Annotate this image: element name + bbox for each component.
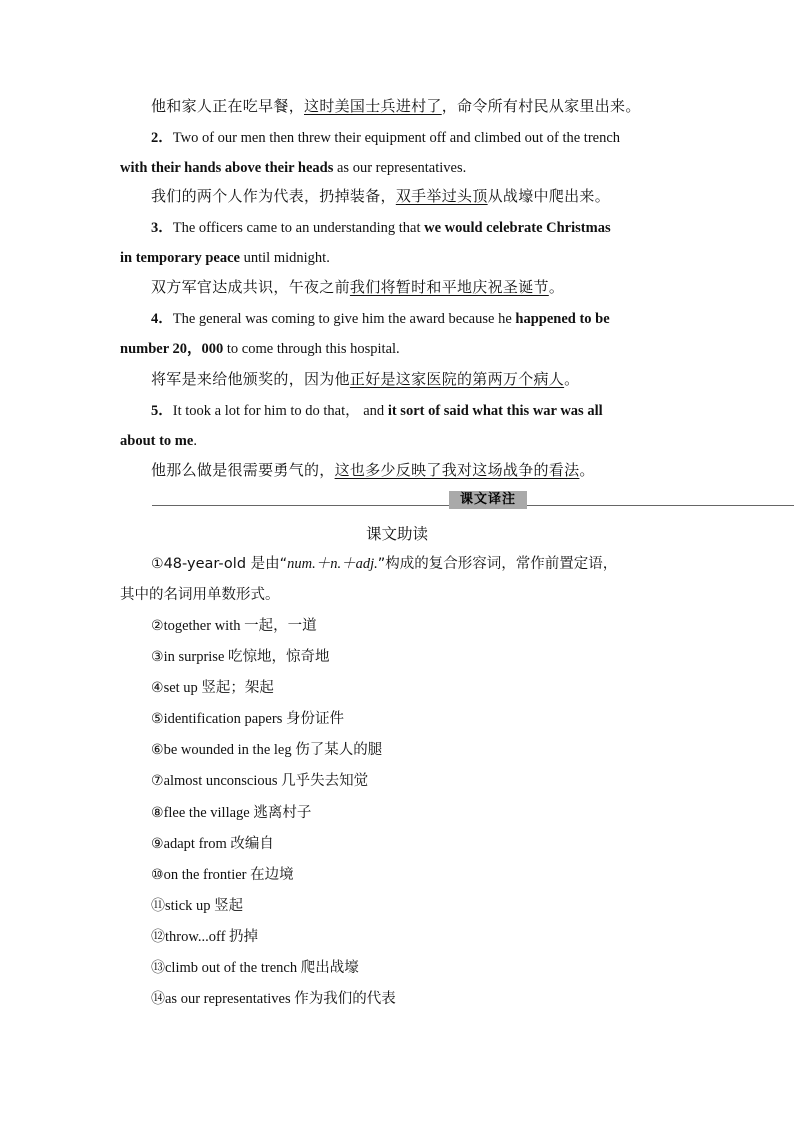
key-phrase: we would celebrate Christmas — [424, 220, 611, 236]
note-phrase: as our representatives — [165, 991, 295, 1007]
note-phrase: on the frontier — [163, 867, 251, 883]
note-meaning: 吃惊地，惊奇地 — [228, 649, 330, 665]
note-phrase: stick up — [165, 898, 215, 914]
translation-text: 从战壕中爬出来。 — [487, 187, 611, 205]
sentence-text: until midnight. — [240, 250, 330, 266]
note-marker: ⑨ — [151, 836, 164, 852]
item1-translation — [151, 96, 674, 116]
note-item — [151, 896, 243, 916]
translation-text: 将军是来给他颁奖的，因为他 — [151, 370, 350, 388]
note-marker: ④ — [151, 680, 164, 696]
note-meaning: 身份证件 — [285, 711, 344, 727]
translation-highlight: 正好是这家医院的第两万个病人 — [349, 370, 565, 388]
note-phrase: together with — [163, 618, 245, 634]
note-item — [151, 927, 258, 947]
note-item — [151, 678, 274, 698]
key-phrase: in temporary peace — [120, 250, 240, 266]
translation-text: 我们的两个人作为代表，扔掉装备， — [151, 187, 396, 205]
note-marker: ⑭ — [151, 991, 165, 1007]
note-meaning: 改编自 — [230, 836, 274, 852]
note-item — [151, 803, 311, 823]
sentence-text: It took a lot for him to do that， and — [172, 403, 388, 419]
note-marker: ⑬ — [151, 960, 165, 976]
note-meaning: 竖起 — [214, 898, 244, 914]
item5-sentence-line2 — [120, 431, 674, 451]
note-meaning: 在边境 — [250, 867, 294, 883]
note-marker: ① — [151, 556, 164, 572]
item5-translation — [151, 460, 674, 480]
sentence-text: to come through this hospital. — [223, 341, 400, 357]
note-item — [151, 554, 617, 574]
translation-highlight: 我们将暂时和平地庆祝圣诞节 — [349, 278, 549, 296]
note-marker: ⑥ — [151, 742, 164, 758]
translation-text: 双方军官达成共识，午夜之前 — [151, 278, 350, 296]
translation-text: 。 — [564, 370, 580, 388]
note-item — [151, 958, 359, 978]
item-number: 2． — [151, 130, 173, 146]
note-item — [151, 709, 344, 729]
item4-sentence-line2 — [120, 339, 674, 359]
note-phrase: throw...off — [165, 929, 230, 945]
key-phrase: about to me — [120, 433, 194, 449]
section-subtitle: 课文助读 — [365, 525, 428, 543]
sentence-text: as our representatives. — [333, 160, 467, 176]
note-text: 48-year-old 是由“ — [163, 556, 288, 572]
item2-sentence-line2 — [120, 158, 674, 178]
translation-text: 他和家人正在吃早餐， — [151, 97, 305, 115]
item-number: 5． — [151, 403, 173, 419]
note-meaning: 几乎失去知觉 — [281, 773, 369, 789]
note-item — [151, 834, 274, 854]
item2-sentence-line1 — [151, 128, 674, 148]
note-meaning: 伤了某人的腿 — [295, 742, 383, 758]
note-phrase: be wounded in the leg — [163, 742, 296, 758]
note-phrase: flee the village — [163, 805, 254, 821]
item5-sentence-line1 — [151, 401, 674, 421]
note-marker: ⑧ — [151, 805, 164, 821]
note-item — [151, 989, 396, 1009]
note-phrase: almost unconscious — [163, 773, 282, 789]
note-phrase: climb out of the trench — [165, 960, 301, 976]
translation-text: 。 — [579, 461, 595, 479]
note-marker: ③ — [151, 649, 164, 665]
note-meaning: 爬出战壕 — [300, 960, 359, 976]
translation-highlight: 双手举过头顶 — [395, 187, 488, 205]
sentence-text: The general was coming to give him the award because he — [172, 311, 516, 327]
note-phrase: in surprise — [163, 649, 228, 665]
note-phrase: set up — [163, 680, 202, 696]
note-meaning: 一起，一道 — [244, 618, 317, 634]
translation-text: 他那么做是很需要勇气的， — [151, 461, 335, 479]
key-phrase: it sort of said what this war was all — [387, 403, 603, 419]
key-phrase: happened to be — [515, 311, 610, 327]
note-phrase: adapt from — [163, 836, 231, 852]
note-item — [151, 647, 330, 667]
translation-highlight: 这也多少反映了我对这场战争的看法 — [334, 461, 580, 479]
item3-sentence-line2 — [120, 248, 674, 268]
note-text: ”构成的复合形容词，常作前置定语， — [377, 556, 618, 572]
item2-translation — [151, 186, 674, 206]
note-meaning: 扔掉 — [229, 929, 259, 945]
note-marker: ⑦ — [151, 773, 164, 789]
note-item — [151, 771, 368, 791]
note-item-continuation: 其中的名词用单数形式。 — [120, 587, 280, 603]
item3-translation — [151, 277, 674, 297]
item-number: 3． — [151, 220, 173, 236]
note-meaning: 竖起；架起 — [201, 680, 274, 696]
translation-text: 。 — [548, 278, 565, 296]
translation-text: ，命令所有村民从家里出来。 — [441, 97, 641, 115]
item-number: 4． — [151, 311, 173, 327]
note-item — [151, 616, 317, 636]
sentence-text: Two of our men then threw their equipment off and climbed out of the trench — [172, 130, 621, 146]
note-item — [151, 740, 382, 760]
item4-translation — [151, 369, 674, 389]
note-phrase: identification papers — [163, 711, 286, 727]
note-item — [151, 865, 294, 885]
section-tag: 课文译注 — [449, 491, 527, 509]
translation-highlight: 这时美国士兵进村了 — [304, 97, 442, 115]
note-marker: ② — [151, 618, 164, 634]
note-meaning: 作为我们的代表 — [294, 991, 396, 1007]
sentence-text: . — [193, 433, 197, 449]
note-marker: ⑪ — [151, 898, 165, 914]
note-marker: ⑫ — [151, 929, 165, 945]
note-formula: num.＋n.＋adj. — [287, 556, 378, 572]
key-phrase: number 20，000 — [120, 341, 224, 357]
item4-sentence-line1 — [151, 309, 674, 329]
note-marker: ⑩ — [151, 867, 164, 883]
sentence-text: The officers came to an understanding that — [172, 220, 425, 236]
item3-sentence-line1 — [151, 218, 674, 238]
note-meaning: 逃离村子 — [253, 805, 312, 821]
key-phrase: with their hands above their heads — [120, 160, 334, 176]
note-marker: ⑤ — [151, 711, 164, 727]
